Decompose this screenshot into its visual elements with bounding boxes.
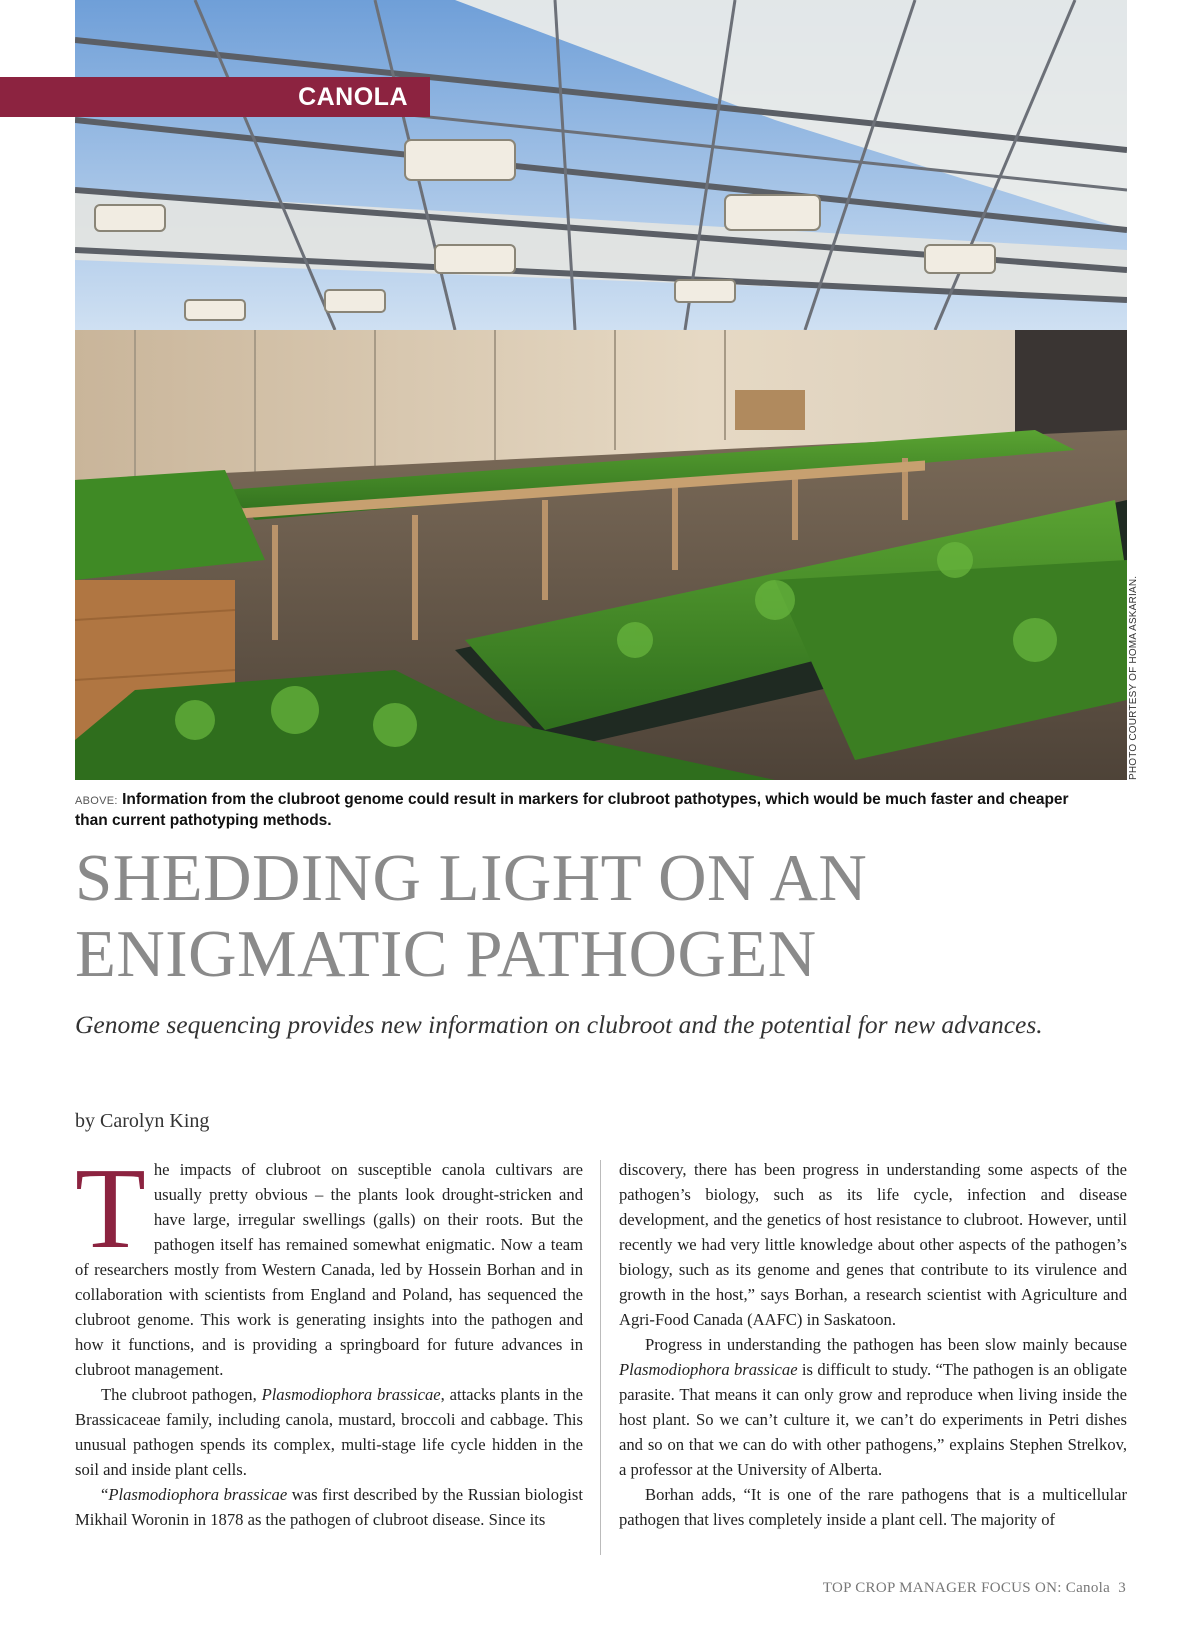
text-run: , attacks plants in the Brassicaceae family, including canola, mustard, broccoli and cabbage. This unusual pathogen spends its complex, multi-stage life cycle hidden in the soil and inside plant cells. <box>75 1385 583 1479</box>
footer-topic: Canola <box>1065 1580 1111 1596</box>
article-paragraph-continued: discovery, there has been progress in understanding some aspects of the pathogen’s biology, such as its life cycle, infection and disease development, and the genetics of host resistance to clubroot. However, until recently we had very little knowledge about other aspects of the pathogen’s biology, such as its genome and genes that contribute to its virulence and growth in the host,” says Borhan, a research scientist with Agriculture and Agri-Food Canada (AAFC) in Saskatoon. <box>619 1160 1127 1329</box>
drop-cap: T <box>75 1145 146 1273</box>
article-column-left <box>75 1145 583 1532</box>
column-divider <box>600 1160 601 1555</box>
article-paragraph <box>75 1382 583 1482</box>
page-footer <box>820 1580 1126 1597</box>
page-number: 3 <box>1118 1580 1126 1596</box>
headline <box>75 840 1125 992</box>
species-name: Plasmodiophora brassicae <box>108 1485 288 1504</box>
photo-caption <box>75 790 1105 831</box>
greenhouse-photo <box>75 0 1127 780</box>
paragraph-1: he impacts of clubroot on susceptible canola cultivars are usually pretty obvious – the plants look drought-stricken and have large, irregular swellings (galls) on their roots. But the pathogen itself has remained somewhat enigmatic. Now a team of researchers mostly from Western Canada, led by Hossein Borhan and in collaboration with scientists from England and Poland, has sequenced the clubroot genome. This work is generating insights into the pathogen and how it functions, and is providing a springboard for future advances in clubroot management. <box>75 1160 583 1379</box>
article-paragraph <box>619 1482 1127 1532</box>
photo-credit: PHOTO COURTESY OF HOMA ASKARIAN. <box>1128 575 1139 780</box>
article-paragraph <box>619 1332 1127 1482</box>
headline-line-1: SHEDDING LIGHT ON AN <box>75 841 868 915</box>
headline-line-2: ENIGMATIC PATHOGEN <box>75 917 817 991</box>
text-run: Borhan adds, “It is one of the rare pathogens that is a multicellular pathogen that lives completely inside a plant cell. The majority of <box>619 1485 1127 1529</box>
species-name: Plasmodiophora brassicae <box>619 1360 798 1379</box>
greenhouse-illustration <box>75 0 1127 780</box>
caption-text: Information from the clubroot genome could result in markers for clubroot pathotypes, which would be much faster and cheaper than current pathotyping methods. <box>75 791 1069 829</box>
byline: by Carolyn King <box>75 1110 210 1132</box>
text-run: “ <box>101 1485 109 1504</box>
article-paragraph <box>75 1482 583 1532</box>
text-run: Progress in understanding the pathogen has been slow mainly because <box>645 1335 1127 1354</box>
article-column-right <box>619 1157 1127 1532</box>
species-name: Plasmodiophora brassicae <box>261 1385 441 1404</box>
footer-publication: TOP CROP MANAGER FOCUS ON: <box>822 1580 1062 1596</box>
section-label: CANOLA <box>0 77 430 117</box>
text-run: is difficult to study. “The pathogen is an obligate parasite. That means it can only grow and reproduce when living inside the host plant. So we can’t culture it, we can’t do experiments in Petri dishes and so on that we can do with other pathogens,” explains Stephen Strelkov, a professor at the University of Alberta. <box>619 1360 1127 1479</box>
caption-lead: ABOVE: <box>75 795 118 807</box>
article-paragraph <box>75 1145 583 1382</box>
text-run: The clubroot pathogen, <box>101 1385 262 1404</box>
text-run-flowing: was first described by the Russian biologist Mikhail Woronin in 1878 as the pathogen of clubroot disease. Since its <box>75 1485 583 1529</box>
deck: Genome sequencing provides new information on clubroot and the potential for new advances. <box>75 1010 1043 1039</box>
